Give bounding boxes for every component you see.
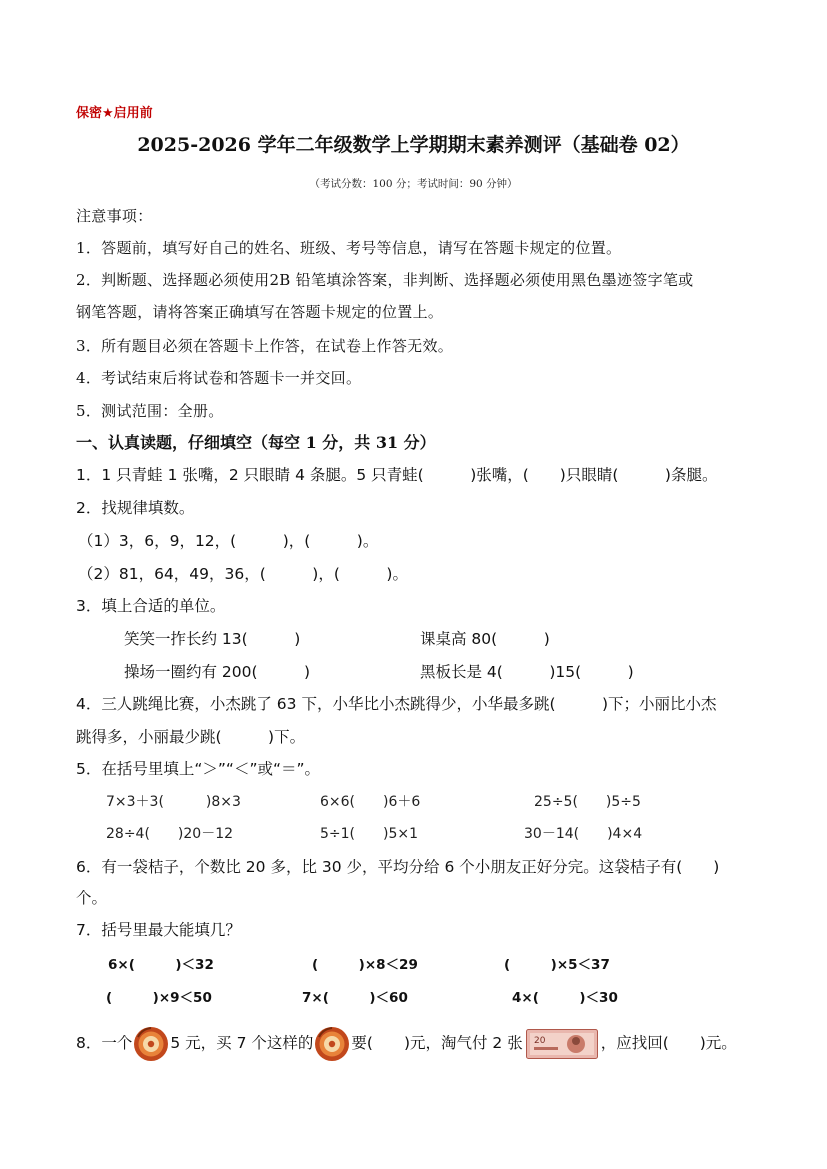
question-3-item-c: 操场一圈约有 200( ) — [124, 663, 311, 681]
inequality-blank: ( )×5＜37 — [504, 957, 610, 973]
question-3-item-d: 黑板长是 4( )15( ) — [420, 663, 634, 681]
question-6: 6．有一袋桔子，个数比 20 多，比 30 少，平均分给 6 个小朋友正好分完。这袋桔子有( ) — [76, 858, 720, 876]
notes-heading: 注意事项： — [76, 207, 153, 225]
compare-expression: 5÷1( )5×1 — [320, 826, 419, 842]
note-2: 2．判断题、选择题必须使用2B 铅笔填涂答案，非判断、选择题必须使用黑色墨迹签字笔或 — [76, 271, 694, 289]
mooncake-icon — [132, 1025, 170, 1063]
question-8-part-2: 5 元，买 7 个这样的 — [170, 1034, 314, 1052]
inequality-blank: 6×( )＜32 — [108, 957, 214, 973]
banknote-value: 20 — [533, 1035, 546, 1046]
confidential-mark: 保密★启用前 — [76, 106, 153, 121]
question-3-item-b: 课桌高 80( ) — [420, 630, 550, 648]
question-3-item-a: 笑笑一拃长约 13( ) — [124, 630, 301, 648]
question-3: 3．填上合适的单位。 — [76, 597, 226, 615]
note-1: 1．答题前，填写好自己的姓名、班级、考号等信息，请写在答题卡规定的位置。 — [76, 239, 622, 257]
banknote-20-yuan-icon — [526, 1029, 598, 1059]
question-8 — [76, 1024, 737, 1063]
page-title: 2025-2026 学年二年级数学上学期期末素养测评（基础卷 02） — [137, 134, 690, 156]
compare-expression: 30－14( )4×4 — [524, 826, 643, 842]
question-8-part-4: ，应找回( )元。 — [600, 1034, 737, 1052]
question-2: 2．找规律填数。 — [76, 499, 195, 517]
inequality-blank: 4×( )＜30 — [512, 990, 618, 1006]
inequality-blank: 7×( )＜60 — [302, 990, 408, 1006]
question-2-part-1: （1）3，6，9，12，( )，( )。 — [78, 532, 379, 550]
compare-expression: 28÷4( )20－12 — [106, 826, 234, 842]
note-5: 5．测试范围：全册。 — [76, 402, 224, 420]
note-3: 3．所有题目必须在答题卡上作答，在试卷上作答无效。 — [76, 337, 454, 355]
question-4: 4．三人跳绳比赛，小杰跳了 63 下，小华比小杰跳得少，小华最多跳( )下；小丽比小杰 — [76, 695, 717, 713]
question-8-part-3: 要( )元，淘气付 2 张 — [351, 1034, 523, 1052]
note-2-cont: 钢笔答题，请将答案正确填写在答题卡规定的位置上。 — [76, 303, 444, 321]
question-6-cont: 个。 — [76, 889, 108, 907]
question-2-part-2: （2）81，64，49，36，( )，( )。 — [78, 565, 408, 583]
question-8-part-1: 8．一个 — [76, 1034, 133, 1052]
compare-expression: 6×6( )6＋6 — [320, 794, 421, 810]
note-4: 4．考试结束后将试卷和答题卡一并交回。 — [76, 369, 362, 387]
inequality-blank: ( )×8＜29 — [312, 957, 418, 973]
mooncake-icon — [313, 1025, 351, 1063]
question-7: 7．括号里最大能填几？ — [76, 921, 241, 939]
question-4-cont: 跳得多，小丽最少跳( )下。 — [76, 728, 306, 746]
exam-info: （考试分数：100 分；考试时间：90 分钟） — [309, 178, 518, 190]
compare-expression: 25÷5( )5÷5 — [534, 794, 641, 810]
section-1-heading: 一、认真读题，仔细填空（每空 1 分，共 31 分） — [76, 433, 436, 452]
inequality-blank: ( )×9＜50 — [106, 990, 212, 1006]
question-5: 5．在括号里填上“＞”“＜”或“＝”。 — [76, 760, 321, 778]
question-1: 1．1 只青蛙 1 张嘴，2 只眼睛 4 条腿。5 只青蛙( )张嘴，( )只眼睛( )条腿。 — [76, 466, 718, 484]
compare-expression: 7×3＋3( )8×3 — [106, 794, 241, 810]
